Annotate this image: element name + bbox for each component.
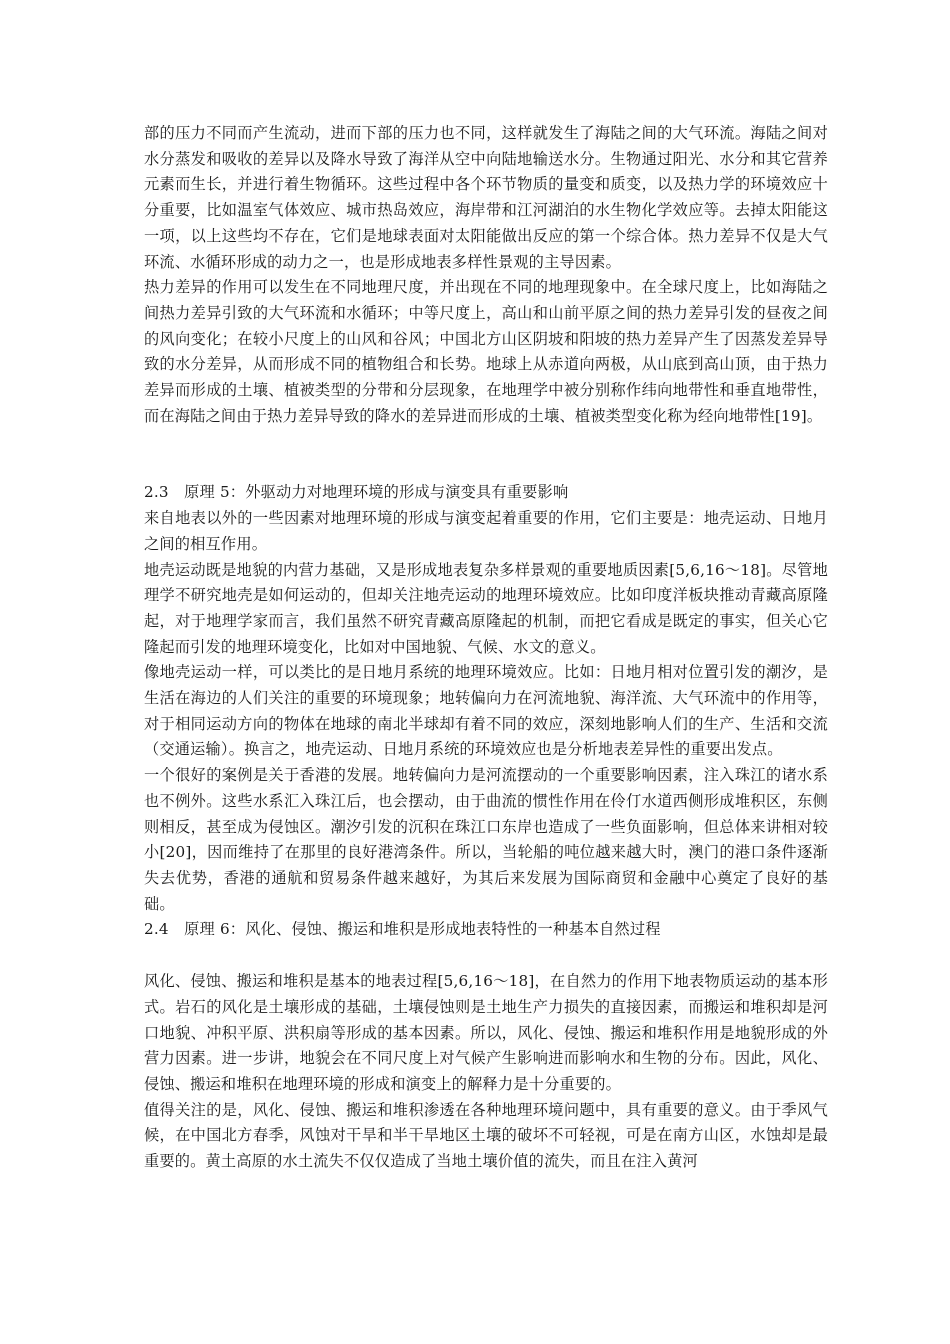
paragraph-atmospheric-circulation: 部的压力不同而产生流动，进而下部的压力也不同，这样就发生了海陆之间的大气环流。海陆之间对水分蒸发和吸收的差异以及降水导致了海洋从空中向陆地输送水分。生物通过阳光、水分和其它营养元素而生长，并进行着生物循环。这些过程中各个环节物质的量变和质变，以及热力学的环境效应十分重要，比如温室气体效应、城市热岛效应，海岸带和江河湖泊的水生物化学效应等。去掉太阳能这一项，以上这些均不存在，它们是地球表面对太阳能做出反应的第一个综合体。热力差异不仅是大气环流、水循环形成的动力之一，也是形成地表多样性景观的主导因素。	[144, 124, 828, 271]
paragraph-external-forces: 来自地表以外的一些因素对地理环境的形成与演变起着重要的作用，它们主要是：地壳运动、日地月之间的相互作用。	[144, 509, 828, 553]
paragraph-sun-earth-moon: 像地壳运动一样，可以类比的是日地月系统的地理环境效应。比如：日地月相对位置引发的潮汐，是生活在海边的人们关注的重要的环境现象；地转偏向力在河流地貌、海洋流、大气环流中的作用等，对于相同运动方向的物体在地球的南北半球却有着不同的效应，深刻地影响人们的生产、生活和交流（交通运输）。换言之，地壳运动、日地月系统的环境效应也是分析地表差异性的重要出发点。	[144, 663, 828, 759]
paragraph-thermal-difference: 热力差异的作用可以发生在不同地理尺度，并出现在不同的地理现象中。在全球尺度上，比如海陆之间热力差异引致的大气环流和水循环；中等尺度上，高山和山前平原之间的热力差异引发的昼夜之间的风向变化；在较小尺度上的山风和谷风；中国北方山区阴坡和阳坡的热力差异产生了因蒸发差异导致的水分差异，从而形成不同的植物组合和长势。地球上从赤道向两极，从山底到高山顶，由于热力差异而形成的土壤、植被类型的分带和分层现象，在地理学中被分别称作纬向地带性和垂直地带性，而在海陆之间由于热力差异导致的降水的差异进而形成的土壤、植被类型变化称为经向地带性[19]。	[144, 278, 828, 425]
document-body	[144, 121, 828, 1175]
section-spacer	[144, 429, 828, 480]
paragraph-crustal-movement: 地壳运动既是地貌的内营力基础，又是形成地表复杂多样景观的重要地质因素[5,6,16～18]。尽管地理学不研究地壳是如何运动的，但却关注地壳运动的地理环境效应。比如印度洋板块推动青藏高原隆起，对于地理学家而言，我们虽然不研究青藏高原隆起的机制，而把它看成是既定的事实，但关心它隆起而引发的地理环境变化，比如对中国地貌、气候、水文的意义。	[144, 560, 828, 656]
paragraph-monsoon-erosion: 值得关注的是，风化、侵蚀、搬运和堆积渗透在各种地理环境问题中，具有重要的意义。由于季风气候，在中国北方春季，风蚀对干旱和半干旱地区土壤的破坏不可轻视，可是在南方山区，水蚀却是最重要的。黄土高原的水土流失不仅仅造成了当地土壤价值的流失，而且在注入黄河	[144, 1100, 828, 1171]
section-spacer	[144, 943, 828, 969]
section-heading-2-3: 2.3 原理 5：外驱动力对地理环境的形成与演变具有重要影响	[144, 483, 569, 502]
section-heading-2-4: 2.4 原理 6：风化、侵蚀、搬运和堆积是形成地表特性的一种基本自然过程	[144, 920, 661, 939]
paragraph-hong-kong-case: 一个很好的案例是关于香港的发展。地转偏向力是河流摆动的一个重要影响因素，注入珠江的诸水系也不例外。这些水系汇入珠江后，也会摆动，由于曲流的惯性作用在伶仃水道西侧形成堆积区，东侧则相反，甚至成为侵蚀区。潮汐引发的沉积在珠江口东岸也造成了一些负面影响，但总体来讲相对较小[20]，因而维持了在那里的良好港湾条件。所以，当轮船的吨位越来越大时，澳门的港口条件逐渐失去优势，香港的通航和贸易条件越来越好，为其后来发展为国际商贸和金融中心奠定了良好的基础。	[144, 766, 828, 913]
paragraph-weathering-erosion: 风化、侵蚀、搬运和堆积是基本的地表过程[5,6,16～18]，在自然力的作用下地表物质运动的基本形式。岩石的风化是土壤形成的基础，土壤侵蚀则是土地生产力损失的直接因素，而搬运和堆积却是河口地貌、冲积平原、洪积扇等形成的基本因素。所以，风化、侵蚀、搬运和堆积作用是地貌形成的外营力因素。进一步讲，地貌会在不同尺度上对气候产生影响进而影响水和生物的分布。因此，风化、侵蚀、搬运和堆积在地理环境的形成和演变上的解释力是十分重要的。	[144, 972, 828, 1093]
